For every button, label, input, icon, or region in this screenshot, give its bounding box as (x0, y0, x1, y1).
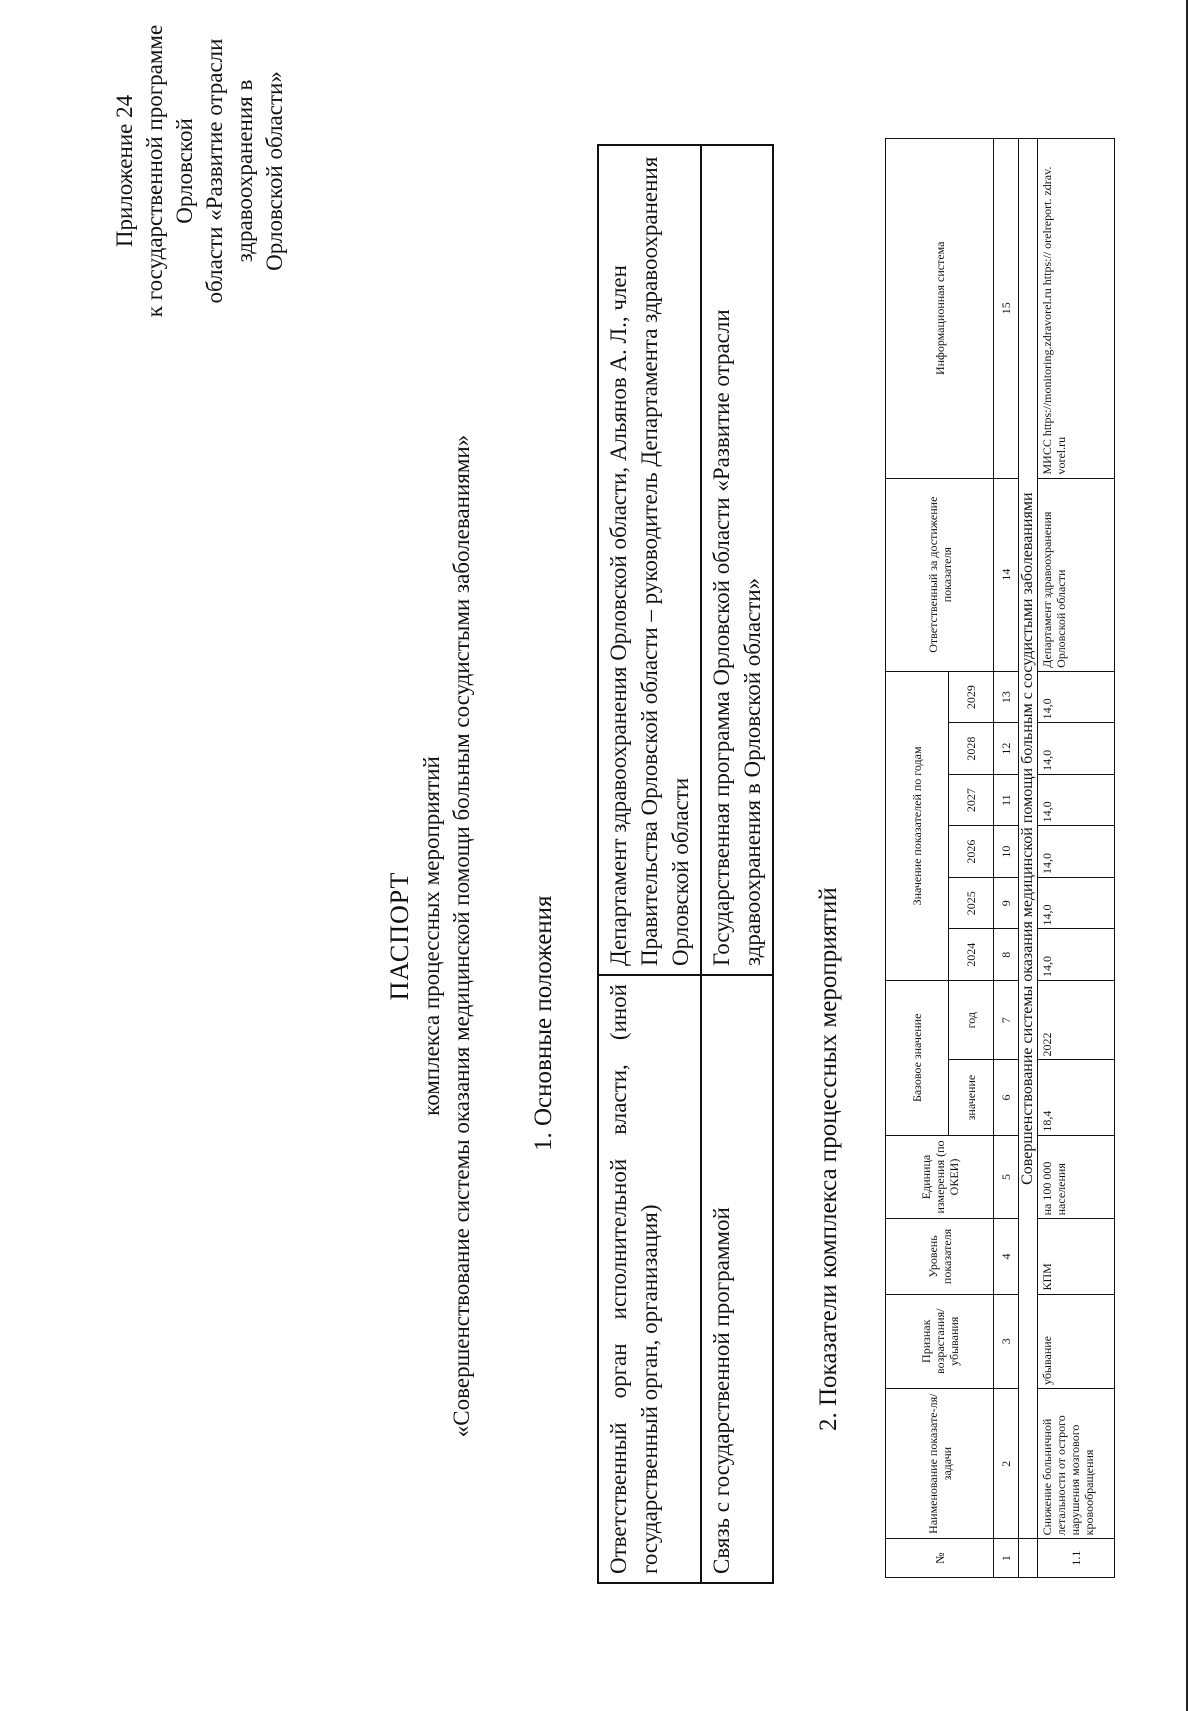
basic-label: Связь с государственной программой (701, 975, 773, 1583)
row-unit: на 100 000 населения (1038, 1135, 1115, 1219)
header-year: 2024 (949, 929, 994, 981)
row-base-year: 2022 (1038, 981, 1115, 1060)
document-title (385, 311, 475, 1561)
row-sign: убывание (1038, 1294, 1115, 1389)
col-number: 4 (994, 1219, 1019, 1294)
basic-value: Департамент здравоохранения Орловской области, Альянов А. Л., член Правительства Орловской области – руководитель Департамента здравоохранения Орловской области (598, 145, 701, 975)
row-year-value: 14,0 (1038, 671, 1115, 723)
row-num: 1.1 (1038, 1539, 1115, 1578)
col-number: 15 (994, 139, 1019, 479)
row-name: Снижение больничной летальности от острого нарушения мозгового кровообращения (1038, 1389, 1115, 1539)
row-year-value: 14,0 (1038, 877, 1115, 929)
indicators-table (885, 138, 1115, 1578)
row-year-value: 14,0 (1038, 826, 1115, 878)
col-number: 5 (994, 1135, 1019, 1219)
header-num: № (886, 1539, 994, 1578)
basic-label: Ответственный орган исполнительной власти, (иной государственный орган, организация) (598, 975, 701, 1583)
task-row (1019, 139, 1038, 1578)
col-number: 1 (994, 1539, 1019, 1578)
basic-info-table (597, 144, 774, 1584)
scan-edge-line (1186, 0, 1188, 1711)
row-base-value: 18,4 (1038, 1060, 1115, 1135)
col-number: 9 (994, 877, 1019, 929)
title-name: «Совершенствование системы оказания медицинской помощи больным сосудистыми заболеваниями» (449, 434, 474, 1438)
column-numbers-row (994, 139, 1019, 1578)
table-header-row (886, 139, 949, 1578)
header-sign: Признак возрастания/ убывания (886, 1294, 994, 1389)
row-year-value: 14,0 (1038, 929, 1115, 981)
appendix-line-2: к государственной программе Орловской (142, 24, 197, 318)
col-number: 10 (994, 826, 1019, 878)
task-title: Совершенствование системы оказания медицинской помощи больным с сосудистыми заболеваниями (1019, 139, 1038, 1539)
row-year-value: 14,0 (1038, 774, 1115, 826)
col-number: 11 (994, 774, 1019, 826)
header-responsible: Ответственный за достижение показателя (886, 478, 994, 671)
basic-row-program-link (701, 145, 773, 1583)
header-base: Базовое значение (886, 981, 949, 1136)
header-base-year: год (949, 981, 994, 1060)
header-year: 2029 (949, 671, 994, 723)
section-2-heading: 2. Показатели комплекса процессных мероприятий (815, 887, 842, 1431)
col-number: 6 (994, 1060, 1019, 1135)
title-sub: комплекса процессных мероприятий (419, 756, 444, 1116)
header-base-value: значение (949, 1060, 994, 1135)
row-level: КПМ (1038, 1219, 1115, 1294)
header-unit: Единица измерения (по ОКЕИ) (886, 1135, 994, 1219)
appendix-line-4: Орловской области» (262, 71, 287, 271)
header-level: Уровень показателя (886, 1219, 994, 1294)
table-row (1038, 139, 1115, 1578)
header-year: 2027 (949, 774, 994, 826)
appendix-note (110, 21, 290, 321)
header-year: 2026 (949, 826, 994, 878)
col-number: 8 (994, 929, 1019, 981)
basic-row-responsible (598, 145, 701, 1583)
task-row-spacer (1019, 1539, 1038, 1578)
col-number: 14 (994, 478, 1019, 671)
row-year-value: 14,0 (1038, 723, 1115, 775)
col-number: 3 (994, 1294, 1019, 1389)
header-name: Наименование показате-ля/задачи (886, 1389, 994, 1539)
col-number: 2 (994, 1389, 1019, 1539)
appendix-line-3: области «Развитие отрасли здравоохранения в (202, 38, 257, 304)
col-number: 12 (994, 723, 1019, 775)
col-number: 13 (994, 671, 1019, 723)
section-1-heading: 1. Основные положения (530, 895, 557, 1151)
header-years-group: Значение показателей по годам (886, 671, 949, 980)
row-responsible: Департамент здравоохранения Орловской области (1038, 478, 1115, 671)
title-main: ПАСПОРТ (385, 871, 414, 1001)
appendix-line-1: Приложение 24 (112, 94, 137, 248)
col-number: 7 (994, 981, 1019, 1060)
basic-value: Государственная программа Орловской области «Развитие отрасли здравоохранения в Орловской области» (701, 145, 773, 975)
header-year: 2028 (949, 723, 994, 775)
row-info-system: МИСС https://monitoring.zdravorel.ru https:// orelreport. zdrav. vorel.ru (1038, 139, 1115, 479)
header-info-system: Информационная система (886, 139, 994, 479)
header-year: 2025 (949, 877, 994, 929)
